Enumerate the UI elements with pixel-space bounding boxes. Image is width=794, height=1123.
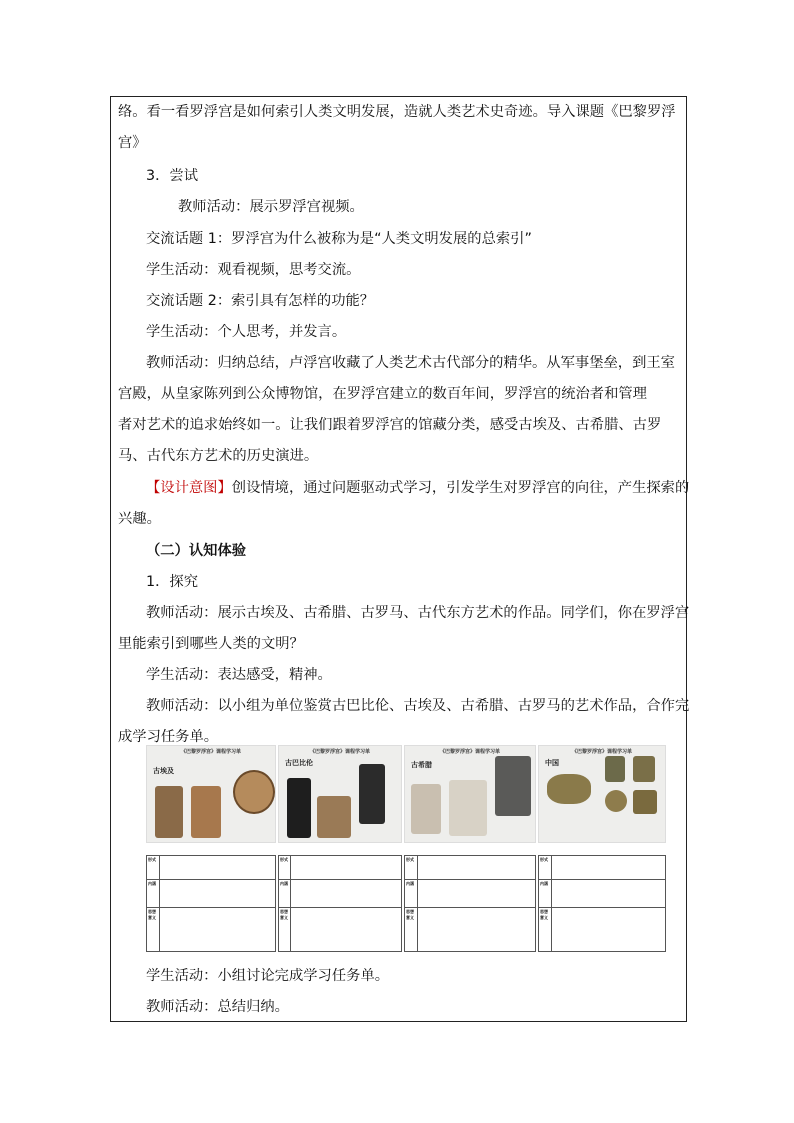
discussion-topic-1: 交流话题 1：罗浮宫为什么被称为是“人类文明发展的总索引” xyxy=(146,231,532,247)
teacher-activity-2-line1: 教师活动：归纳总结，卢浮宫收藏了人类艺术古代部分的精华。从军事堡垒，到王室 xyxy=(146,355,675,371)
bronze-image xyxy=(633,756,655,782)
student-activity-4: 学生活动：小组讨论完成学习任务单。 xyxy=(146,968,390,984)
statue-image xyxy=(155,786,183,838)
worksheet-header: 《巴黎罗浮宫》课程学习单 xyxy=(439,749,500,755)
student-activity-2: 学生活动：个人思考，并发言。 xyxy=(146,324,347,340)
relief-image xyxy=(317,796,351,838)
worksheet-header: 《巴黎罗浮宫》课程学习单 xyxy=(571,749,632,755)
stele-image xyxy=(359,764,385,824)
teacher-activity-3-line2: 里能索引到哪些人类的文明？ xyxy=(118,636,304,652)
worksheet-table: 形式 内涵 思想意义 xyxy=(278,855,402,952)
worksheet-photo xyxy=(404,745,536,843)
worksheet-subtitle: 中国 xyxy=(545,759,559,767)
bronze-vessel-image xyxy=(547,774,591,804)
design-intent-line2: 兴趣。 xyxy=(118,511,161,527)
portrait-image xyxy=(233,770,275,814)
worksheet-photo xyxy=(146,745,276,843)
worksheet-table: 形式 内涵 思想意义 xyxy=(538,855,666,952)
bronze-image xyxy=(605,756,625,782)
bronze-mirror-image xyxy=(605,790,627,812)
student-activity-3: 学生活动：表达感受，精神。 xyxy=(146,667,332,683)
teacher-activity-3-line1: 教师活动：展示古埃及、古希腊、古罗马、古代东方艺术的作品。同学们，你在罗浮宫 xyxy=(146,605,690,621)
student-activity-1: 学生活动：观看视频，思考交流。 xyxy=(146,262,361,278)
worksheet-table: 形式 内涵 思想意义 xyxy=(146,855,276,952)
teacher-activity-4-line1: 教师活动：以小组为单位鉴赏古巴比伦、古埃及、古希腊、古罗马的艺术作品，合作完 xyxy=(146,698,690,714)
teacher-activity-2-line4: 马、古代东方艺术的历史演进。 xyxy=(118,448,319,464)
design-intent-tag: 【设计意图】 xyxy=(146,480,232,496)
section-cognitive-experience: （二）认知体验 xyxy=(146,543,247,559)
statue-image xyxy=(287,778,311,838)
section-explore-heading: 1．探究 xyxy=(146,574,198,590)
worksheet-collage xyxy=(146,745,666,952)
teacher-activity-2-line3: 者对艺术的追求始终如一。让我们跟着罗浮宫的馆藏分类，感受古埃及、古希腊、古罗 xyxy=(118,417,662,433)
paragraph-intro-line1: 络。看一看罗浮宫是如何索引人类文明发展，造就人类艺术史奇迹。导入课题《巴黎罗浮 xyxy=(118,104,676,120)
worksheet-header: 《巴黎罗浮宫》课程学习单 xyxy=(180,749,241,755)
gallery-image xyxy=(495,756,531,816)
statue-image xyxy=(191,786,221,838)
worksheet-subtitle: 古埃及 xyxy=(153,767,174,775)
statue-image xyxy=(411,784,441,834)
worksheet-subtitle: 古希腊 xyxy=(411,761,432,769)
statue-image xyxy=(449,780,487,836)
worksheet-photo xyxy=(538,745,666,843)
bronze-image xyxy=(633,790,657,814)
teacher-activity-1: 教师活动：展示罗浮宫视频。 xyxy=(178,199,364,215)
worksheet-china xyxy=(538,745,666,952)
section-try-heading: 3．尝试 xyxy=(146,168,198,184)
teacher-activity-5: 教师活动：总结归纳。 xyxy=(146,999,289,1015)
worksheet-babylon xyxy=(278,745,402,952)
design-intent-line1 xyxy=(146,478,794,498)
worksheet-table: 形式 内涵 思想意义 xyxy=(404,855,536,952)
worksheet-photo xyxy=(278,745,402,843)
worksheet-subtitle: 古巴比伦 xyxy=(285,759,313,767)
worksheet-header: 《巴黎罗浮宫》课程学习单 xyxy=(309,749,370,755)
worksheet-egypt xyxy=(146,745,276,952)
discussion-topic-2: 交流话题 2：索引具有怎样的功能？ xyxy=(146,293,375,309)
design-intent-text: 创设情境，通过问题驱动式学习，引发学生对罗浮宫的向往，产生探索的 xyxy=(231,480,690,496)
worksheet-greece xyxy=(404,745,536,952)
paragraph-intro-line2: 宫》 xyxy=(118,135,147,151)
teacher-activity-4-line2: 成学习任务单。 xyxy=(118,729,219,745)
teacher-activity-2-line2: 宫殿，从皇家陈列到公众博物馆，在罗浮宫建立的数百年间，罗浮宫的统治者和管理 xyxy=(118,386,647,402)
